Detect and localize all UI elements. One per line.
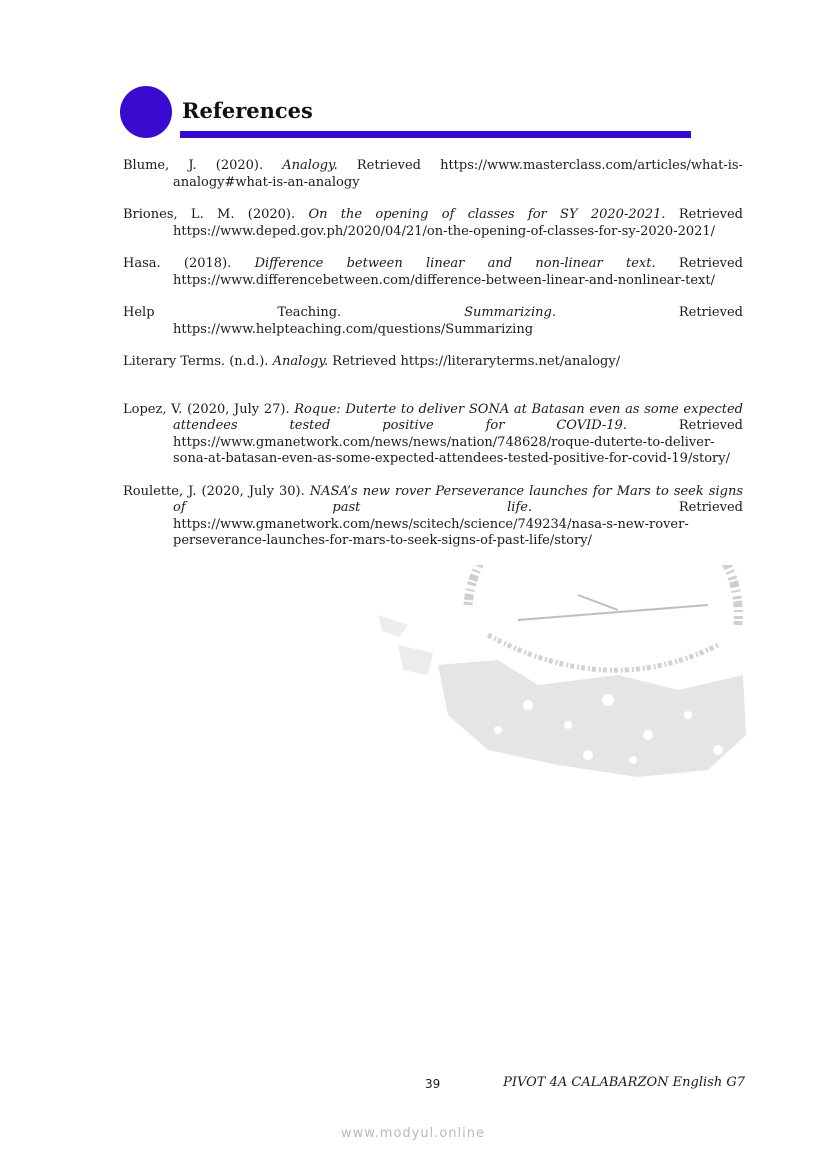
header-circle-icon (120, 86, 172, 138)
reference-item: Literary Terms. (n.d.). Analogy. Retrieved https://literaryterms.net/analogy/ (123, 354, 621, 369)
reference-item: Lopez, V. (2020, July 27). Roque: Duterte to deliver SONA at Batasan even as some expected attendees tested positive for COVID-19. Retrieved https://www.gmanetwork.com/news/news/nation/748628/roque-duterte-to-deliver-sona-at-batasan-even-as-some-expected-attendees-tested-positive-for-covid-19/story/ (123, 401, 744, 466)
header-underline (180, 131, 691, 138)
footer-title: PIVOT 4A CALABARZON English G7 (503, 1075, 745, 1090)
reference-item: Help Teaching. Summarizing. Retrieved https://www.helpteaching.com/questions/Summarizing (123, 305, 743, 337)
site-watermark: www.modyul.online (340, 1126, 486, 1141)
page-title: References (182, 98, 313, 123)
reference-item: Briones, L. M. (2020). On the opening of classes for SY 2020-2021. Retrieved https://www.deped.gov.ph/2020/04/21/on-the-opening-of-classes-for-sy-2020-2021/ (123, 207, 744, 239)
reference-item: Hasa. (2018). Difference between linear and non-linear text. Retrieved https://www.differencebetween.com/difference-between-linear-and-nonlinear-text/ (123, 256, 743, 288)
reference-list (123, 158, 743, 566)
reference-item: Blume, J. (2020). Analogy. Retrieved https://www.masterclass.com/articles/what-is-analogy#what-is-an-analogy (123, 158, 743, 190)
seal-watermark (378, 565, 750, 780)
page-number: 39 (425, 1077, 441, 1091)
reference-item: Roulette, J. (2020, July 30). NASA’s new rover Perseverance launches for Mars to seek signs of past life. Retrieved https://www.gmanetwork.com/news/scitech/science/749234/nasa-s-new-rover-perseverance-launches-for-mars-to-seek-signs-of-past-life/story/ (123, 483, 744, 548)
